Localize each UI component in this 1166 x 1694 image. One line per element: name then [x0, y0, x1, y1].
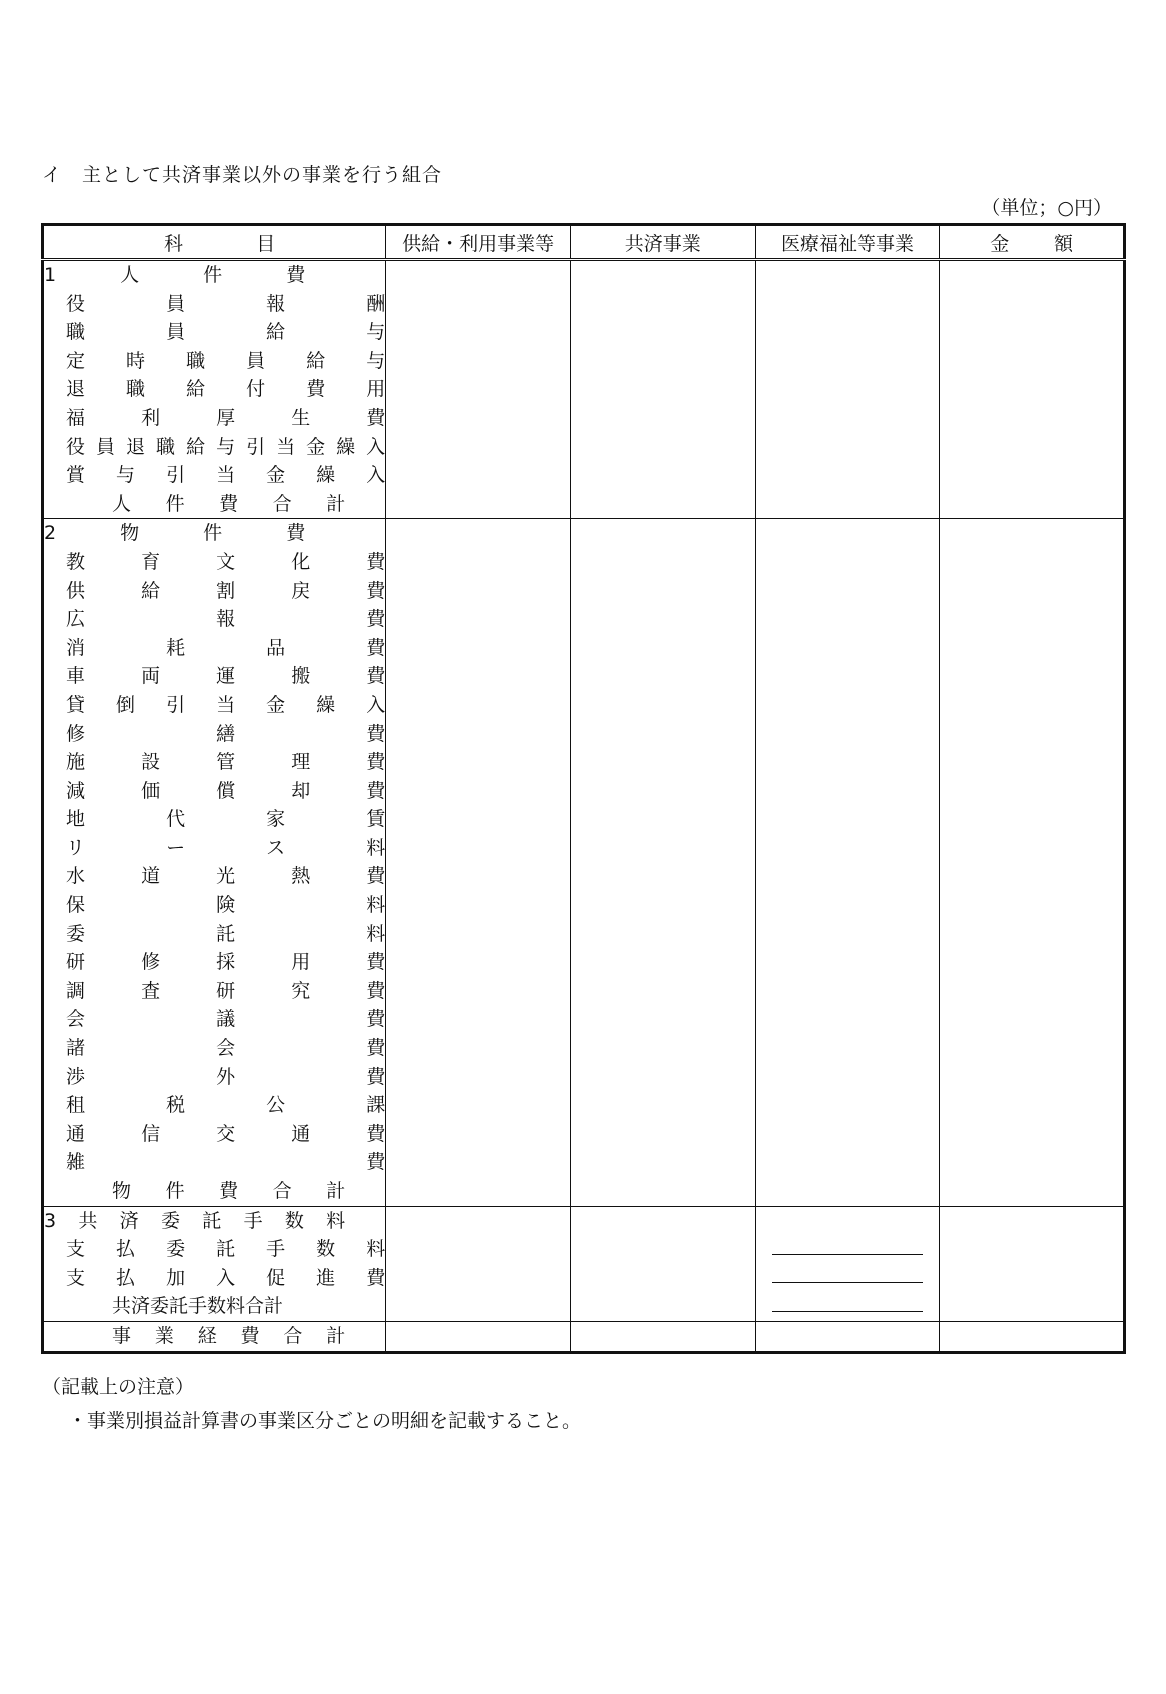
row-label: 研 修 採 用 費 [66, 951, 386, 974]
notes-title: （記載上の注意） [42, 1376, 195, 1398]
subtotal-label: 共済委託手数料合計 [112, 1295, 284, 1318]
row-label: リ ー ス 料 [66, 836, 386, 859]
cell [386, 1321, 571, 1352]
group-heading: 2 物 件 費 [44, 522, 306, 545]
cell [386, 519, 571, 1206]
note-item: ・事業別損益計算書の事業区分ごとの明細を記載すること。 [68, 1410, 582, 1432]
grand-total-label [43, 1321, 386, 1352]
group-commission [43, 1206, 1125, 1321]
row-label: 事 業 経 費 合 計 [112, 1324, 346, 1347]
row-label: 消 耗 品 費 [66, 636, 386, 659]
row-label: 租 税 公 課 [66, 1094, 386, 1117]
header-amount: 金 額 [940, 225, 1125, 260]
row-label: 教 育 文 化 費 [66, 550, 386, 573]
header-supply: 供給・利用事業等 [386, 225, 571, 260]
row-label: 定 時 職 員 給 与 [66, 349, 386, 372]
row-label: 役 員 報 酬 [66, 292, 386, 315]
row-label: 保 険 料 [66, 894, 386, 917]
row-label: 地 代 家 賃 [66, 808, 386, 831]
group-heading: 1 人 件 費 [44, 264, 306, 286]
row-label: 水 道 光 熱 費 [66, 865, 386, 888]
notes [42, 1370, 581, 1438]
group-personnel [43, 260, 1125, 519]
row-label: 渉 外 費 [66, 1065, 386, 1088]
cell [940, 519, 1125, 1206]
cell [755, 260, 940, 519]
header-kyosai: 共済事業 [570, 225, 755, 260]
cell [570, 1321, 755, 1352]
dash-line [772, 1254, 924, 1255]
grand-total-row [43, 1321, 1125, 1352]
group-material-labels [43, 519, 386, 1206]
dash-line [772, 1311, 924, 1312]
group-commission-labels [43, 1206, 386, 1321]
row-label: 支 払 委 託 手 数 料 [66, 1238, 386, 1261]
row-label: 雑 費 [66, 1151, 386, 1174]
expense-table [41, 223, 1126, 1354]
row-label: 福 利 厚 生 費 [66, 406, 386, 429]
row-label: 賞 与 引 当 金 繰 入 [66, 464, 386, 487]
row-label: 退 職 給 付 費 用 [66, 378, 386, 401]
section-title: イ 主として共済事業以外の事業を行う組合 [42, 164, 443, 186]
cell [940, 260, 1125, 519]
dash-line [772, 1282, 924, 1283]
cell-dashed [755, 1206, 940, 1321]
cell [570, 260, 755, 519]
row-label: 諸 会 費 [66, 1037, 386, 1060]
row-label: 施 設 管 理 費 [66, 751, 386, 774]
row-label: 会 議 費 [66, 1008, 386, 1031]
cell [570, 1206, 755, 1321]
cell [386, 1206, 571, 1321]
row-label: 減 価 償 却 費 [66, 779, 386, 802]
group-material [43, 519, 1125, 1206]
subtotal-label: 物 件 費 合 計 [112, 1180, 346, 1202]
unit-label: （単位；○円） [981, 197, 1112, 219]
cell [940, 1321, 1125, 1352]
row-label: 調 査 研 究 費 [66, 979, 386, 1002]
header-row [43, 225, 1125, 260]
row-label: 通 信 交 通 費 [66, 1122, 386, 1145]
row-label: 支 払 加 入 促 進 費 [66, 1266, 386, 1289]
row-label: 広 報 費 [66, 608, 386, 631]
header-subject: 科 目 [43, 225, 386, 260]
header-medical: 医療福祉等事業 [755, 225, 940, 260]
row-label: 役 員 退 職 給 与 引 当 金 繰 入 [66, 435, 386, 458]
row-label: 供 給 割 戻 費 [66, 579, 386, 602]
cell [570, 519, 755, 1206]
cell [755, 1321, 940, 1352]
row-label: 車 両 運 搬 費 [66, 665, 386, 688]
subtotal-label: 人 件 費 合 計 [112, 492, 346, 515]
row-label: 委 託 料 [66, 922, 386, 945]
group-personnel-labels [43, 260, 386, 519]
cell [755, 519, 940, 1206]
row-label: 貸 倒 引 当 金 繰 入 [66, 693, 386, 716]
row-label: 職 員 給 与 [66, 321, 386, 344]
row-label: 修 繕 費 [66, 722, 386, 745]
cell [386, 260, 571, 519]
cell [940, 1206, 1125, 1321]
group-heading: 3 共 済 委 託 手 数 料 [44, 1209, 346, 1232]
